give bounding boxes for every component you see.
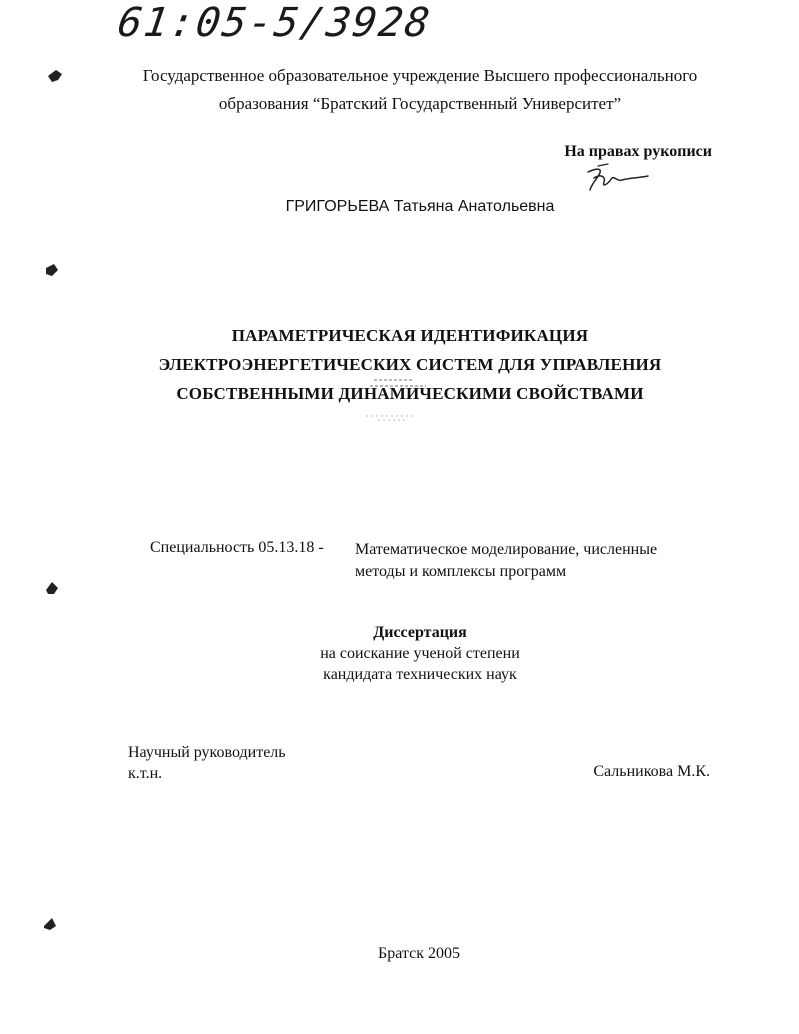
institution-line-1: Государственное образовательное учреждение Высшего профессионального [142, 66, 698, 85]
supervisor-label: Научный руководитель [128, 744, 286, 761]
library-stamp-image [360, 372, 450, 422]
author-name: ГРИГОРЬЕВА Татьяна Анатольевна [285, 198, 555, 215]
archive-code: 61:05-5/3928 [114, 0, 435, 46]
dissertation-line-2: кандидата технических наук [323, 666, 517, 683]
dissertation-line-1: на соискание ученой степени [320, 645, 520, 662]
supervisor-block [128, 742, 286, 784]
supervisor-name: Сальникова М.К. [593, 763, 710, 780]
city-year: Братск 2005 [378, 945, 460, 962]
specialty-value [355, 539, 705, 583]
binding-mark-3 [46, 582, 58, 594]
specialty-value-line-1: Математическое моделирование, численные [355, 541, 658, 558]
binding-mark-4 [44, 918, 56, 930]
title-line-1: ПАРАМЕТРИЧЕСКАЯ ИДЕНТИФИКАЦИЯ [231, 326, 589, 345]
specialty-value-line-2: методы и комплексы программ [355, 563, 567, 580]
signature-image [578, 160, 658, 200]
supervisor-degree: к.т.н. [128, 765, 163, 782]
binding-mark-1 [48, 70, 62, 82]
specialty-label: Специальность 05.13.18 - [150, 539, 324, 556]
institution-line-2: образования “Братский Государственный Университет” [218, 94, 622, 113]
title-line-3: СОБСТВЕННЫМИ ДИНАМИЧЕСКИМИ СВОЙСТВАМИ [176, 384, 644, 403]
title-line-2: ЭЛЕКТРОЭНЕРГЕТИЧЕСКИХ СИСТЕМ ДЛЯ УПРАВЛЕНИЯ [158, 355, 662, 374]
rights-note: На правах рукописи [564, 143, 712, 160]
dissertation-heading: Диссертация [373, 624, 467, 641]
institution-header [120, 62, 720, 118]
dissertation-block [260, 622, 580, 685]
binding-mark-2 [46, 264, 58, 276]
